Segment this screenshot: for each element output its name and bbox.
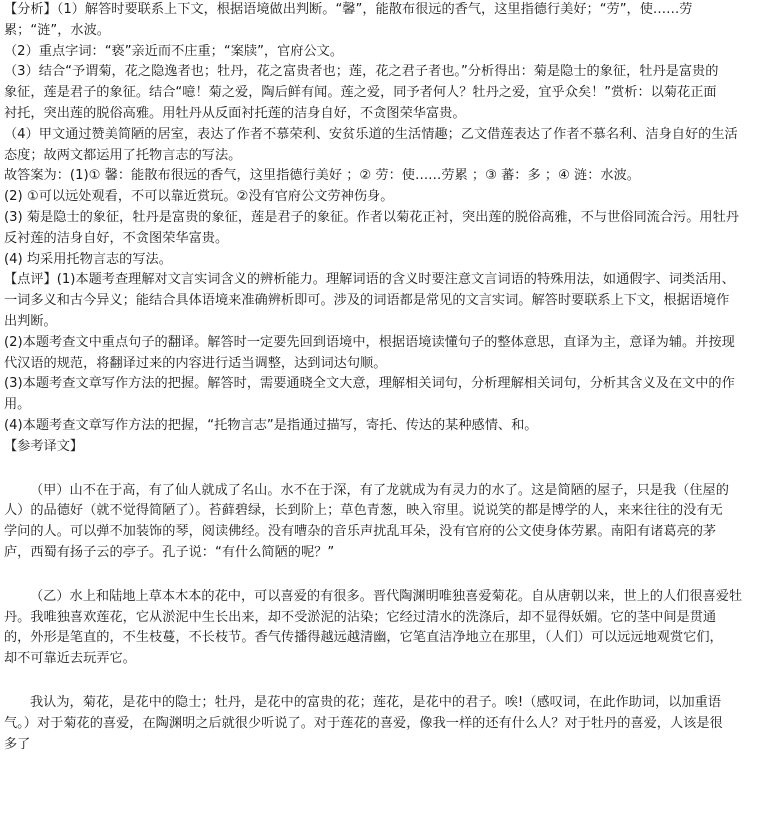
answer-line: (4) 均采用托物言志的写法。 [4, 251, 172, 267]
answer-line: 故答案为：(1)① 馨：能散布很远的香气，这里指德行美好 ；② 劳：使……劳累 ；③ 蕃：多 ；④ 涟：水波。 [4, 168, 640, 184]
translation-paragraph-yi [4, 587, 776, 670]
text-line: 的，外形是笔直的，不生枝蔓，不长枝节。香气传播得越远越清幽，它笔直洁净地立在那里，（人们）可以远远地观赏它们， [4, 630, 723, 646]
text-line: 学问的人。可以弹不加装饰的琴，阅读佛经。没有嘈杂的音乐声扰乱耳朵，没有官府的公文使身体劳累。南阳有诸葛亮的茅 [4, 524, 717, 540]
paragraph-gap [4, 670, 776, 693]
comment-line: 一词多义和古今异义；能结合具体语境来准确辨析即可。涉及的词语都是常见的文言实词。解答时要联系上下文，根据语境作 [4, 293, 730, 309]
text-line: 庐，西蜀有扬子云的亭子。孔子说：“有什么简陋的呢？” [4, 544, 335, 560]
text-line: 气。）对于菊花的喜爱，在陶渊明之后就很少听说了。对于莲花的喜爱，像我一样的还有什么人？对于牡丹的喜爱，人该是很 [4, 715, 723, 731]
text-line: 态度；故两文都运用了托物言志的写法。 [4, 147, 242, 163]
translation-heading: 【参考译文】 [4, 438, 84, 454]
text-line: 衬托，突出莲的脱俗高雅。用牡丹从反面衬托莲的洁身自好，不贪图荣华富贵。 [4, 105, 466, 121]
comment-line: 用。 [4, 397, 31, 413]
translation-paragraph-jia [4, 481, 776, 564]
text-line: （4）甲文通过赞美简陋的居室，表达了作者不慕荣利、安贫乐道的生活情趣；乙文借莲表达了作者不慕名利、洁身自好的生活 [4, 126, 738, 142]
comment-line: 代汉语的规范，将翻译过来的内容进行适当调整，达到词达句顺。 [4, 355, 387, 371]
text-line: 象征，莲是君子的象征。结合“噫！菊之爱，陶后鲜有闻。莲之爱，同予者何人？牡丹之爱，宜乎众矣！”赏析：以菊花正面 [4, 85, 717, 101]
answer-line: (2) ①可以远处观看，不可以靠近赏玩。②没有官府公文劳神伤身。 [4, 189, 394, 205]
text-line: 多了 [4, 736, 31, 752]
text-line: 却不可靠近去玩弄它。 [4, 651, 136, 667]
text-line: 【分析】（1）解答时要联系上下文，根据语境做出判断。“馨”，能散布很远的香气，这里指德行美好；“劳”，使……劳 [4, 2, 693, 17]
text-line: （2）重点字词：“亵”亲近而不庄重；“案牍”，官府公文。 [4, 43, 344, 59]
comment-line: 【点评】(1)本题考查理解对文言实词含义的辨析能力。理解词语的含义时要注意文言词语的特殊用法，如通假字、词类活用、 [4, 272, 735, 288]
comment-line: (4)本题考查文章写作方法的把握，“托物言志”是指通过描写，寄托、传达的某种感情、和。 [4, 417, 538, 433]
text-line: （甲）山不在于高，有了仙人就成了名山。水不在于深，有了龙就成为有灵力的水了。这是简陋的屋子，只是我（住屋的 [30, 482, 729, 498]
text-line: 我认为，菊花，是花中的隐士；牡丹，是花中的富贵的花；莲花，是花中的君子。唉!（感叹词，在此作助词，以加重语 [30, 694, 722, 710]
text-line: （乙）水上和陆地上草本木本的花中，可以喜爱的有很多。晋代陶渊明唯独喜爱菊花。自从唐朝以来，世上的人们很喜爱牡 [30, 588, 743, 604]
text-line: 人）的品德好（就不觉得简陋了）。苔藓碧绿，长到阶上；草色青葱，映入帘里。说说笑的都是博学的人，来来往往的没有无 [4, 503, 723, 519]
analysis-section [4, 0, 776, 458]
comment-line: 出判断。 [4, 313, 57, 329]
answer-line: 反衬莲的洁身自好，不贪图荣华富贵。 [4, 230, 229, 246]
text-line: 丹。我唯独喜欢莲花，它从淤泥中生长出来，却不受淤泥的沾染；它经过清水的洗涤后，却不显得妖媚。它的茎中间是贯通 [4, 609, 717, 625]
comment-line: (3)本题考查文章写作方法的把握。解答时，需要通晓全文大意，理解相关词句，分析理解相关词句，分析其含义及在文中的作 [4, 376, 735, 392]
translation-paragraph-conclusion [4, 693, 776, 755]
comment-line: (2)本题考查文中重点句子的翻译。解答时一定要先回到语境中，根据语境读懂句子的整体意思，直译为主，意译为辅。并按现 [4, 334, 735, 350]
text-line: （3）结合“予谓菊，花之隐逸者也；牡丹，花之富贵者也；莲，花之君子者也。”分析得出：菊是隐士的象征，牡丹是富贵的 [4, 64, 719, 80]
text-line: 累；“涟”，水波。 [4, 22, 110, 38]
answer-line: (3) 菊是隐士的象征，牡丹是富贵的象征，莲是君子的象征。作者以菊花正衬，突出莲的脱俗高雅，不与世俗同流合污。用牡丹 [4, 209, 739, 225]
paragraph-gap [4, 564, 776, 587]
paragraph-gap [4, 458, 776, 481]
